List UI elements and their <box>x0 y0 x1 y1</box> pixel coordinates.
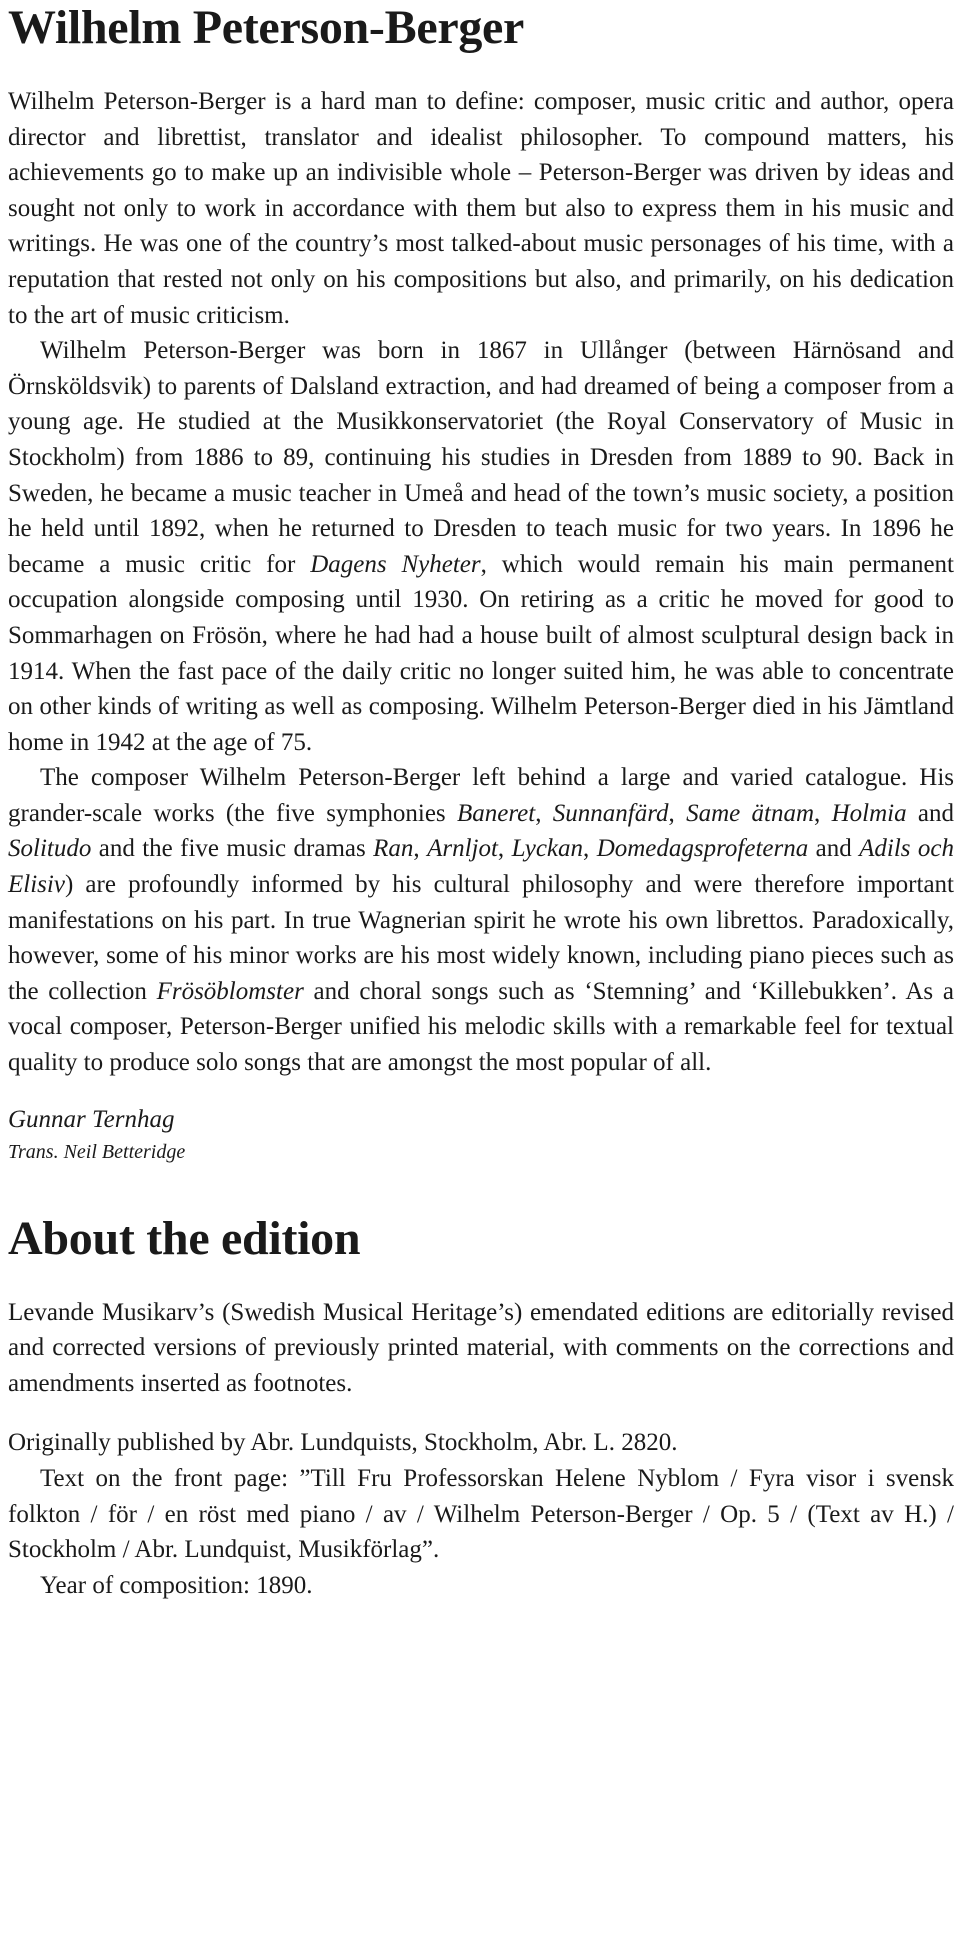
bio-paragraph-2-part-a: Wilhelm Peterson-Berger was born in 1867 in Ullånger (between Härnösand and Örnsköldsvik) to parents of Dalsland extraction, and had dreamed of being a composer from a young age. He studied at the Musikkonservatoriet (the Royal Conservatory of Music in Stockholm) from 1886 to 89, continuing his studies in Dresden from 1889 to 90. Back in Sweden, he became a music teacher in Umeå and head of the town’s music society, a position he held until 1892, when he returned to Dresden to teach music for two years. In 1896 he became a music critic for <box>8 337 954 578</box>
work-title-same-atnam: Same ätnam <box>686 799 815 827</box>
bio-paragraph-2-part-b: , which would remain his main permanent occupation alongside composing until 1930. On retiring as a critic he moved for good to Sommarhagen on Frösön, where he had had a house built of almost sculptural design back in 1914. When the fast pace of the daily critic no longer suited him, he was able to concentrate on other kinds of writing as well as composing. Wilhelm Peterson-Berger died in his Jämtland home in 1942 at the age of 75. <box>8 550 954 756</box>
paragraph-spacer <box>8 1401 954 1425</box>
bio-p3-text-4: and choral songs such as ‘Stemning’ and ‘Killebukken’. As a vocal composer, Peterson-Berger unified his melodic skills with a remarkable feel for textual quality to produce solo songs that are amongst the most popular of all. <box>8 977 954 1077</box>
bio-p3-sep-1: , <box>535 799 553 827</box>
front-page-text: Text on the front page: ”Till Fru Professorskan Helene Nyblom / Fyra visor i svensk folkton / för / en röst med piano / av / Wilhelm Peterson-Berger / Op. 5 / (Text av H.) / Stockholm / Abr. Lundquist, Musikförlag”. <box>8 1465 954 1564</box>
author-signature: Gunnar Ternhag <box>8 1105 175 1133</box>
bio-p3-text-3: ) are profoundly informed by his cultural philosophy and were therefore important manifestations on his part. In true Wagnerian spirit he wrote his own librettos. Paradoxically, however, some of his minor works are his most widely known, including piano pieces such as the collection <box>8 871 954 1005</box>
about-paragraph: Levande Musikarv’s (Swedish Musical Heritage’s) emendated editions are editorially revised and corrected versions of previously printed material, with comments on the corrections and amendments inserted as footnotes. <box>8 1298 954 1397</box>
work-title-frosoblomster: Frösöblomster <box>156 977 304 1005</box>
work-title-adils-och-elisiv: Adils och Elisiv <box>8 835 955 899</box>
work-title-solitudo: Solitudo <box>8 835 92 863</box>
bio-p3-sep-4: , <box>413 835 428 863</box>
page-title: Wilhelm Peterson-Berger <box>8 1 525 54</box>
work-title-lyckan: Lyckan <box>511 835 584 863</box>
work-title-domedagsprofeterna: Domedagsprofeterna <box>596 835 809 863</box>
bio-p3-sep-5: , <box>497 835 512 863</box>
work-title-ran: Ran <box>373 835 414 863</box>
bio-paragraph-3 <box>8 760 954 1080</box>
bio-p3-sep-6: , <box>583 835 597 863</box>
work-title-sunnanfard: Sunnanfärd <box>552 799 669 827</box>
bio-paragraph-2 <box>8 333 954 760</box>
composition-year: Year of composition: 1890. <box>40 1571 313 1599</box>
work-title-holmia: Holmia <box>831 799 907 827</box>
bio-p3-and-2: and <box>808 835 860 863</box>
translator-credit: Trans. Neil Betteridge <box>8 1140 186 1163</box>
bio-p3-sep-3: , <box>814 799 832 827</box>
bio-paragraph-1: Wilhelm Peterson-Berger is a hard man to define: composer, music critic and author, opera director and librettist, translator and idealist philosopher. To compound matters, his achievements go to make up an indivisible whole – Peterson-Berger was driven by ideas and sought not only to work in accordance with them but also to express them in his music and writings. He was one of the country’s most talked-about music personages of his time, with a reputation that rested not only on his compositions but also, and primarily, on his dedication to the art of music criticism. <box>8 88 954 329</box>
bio-p3-text-2: and the five music dramas <box>91 835 374 863</box>
publication-info: Originally published by Abr. Lundquists, Stockholm, Abr. L. 2820. <box>8 1429 678 1457</box>
bio-p3-sep-2: , <box>668 799 687 827</box>
bio-p3-and-1: and <box>906 799 954 827</box>
work-title-arnljot: Arnljot <box>427 835 498 863</box>
bio-p3-text-1: The composer Wilhelm Peterson-Berger left behind a large and varied catalogue. His grander-scale works (the five symphonies <box>8 764 954 827</box>
section-heading-about: About the edition <box>8 1211 361 1265</box>
work-title-baneret: Baneret <box>456 799 536 827</box>
newspaper-title: Dagens Nyheter <box>310 550 481 578</box>
